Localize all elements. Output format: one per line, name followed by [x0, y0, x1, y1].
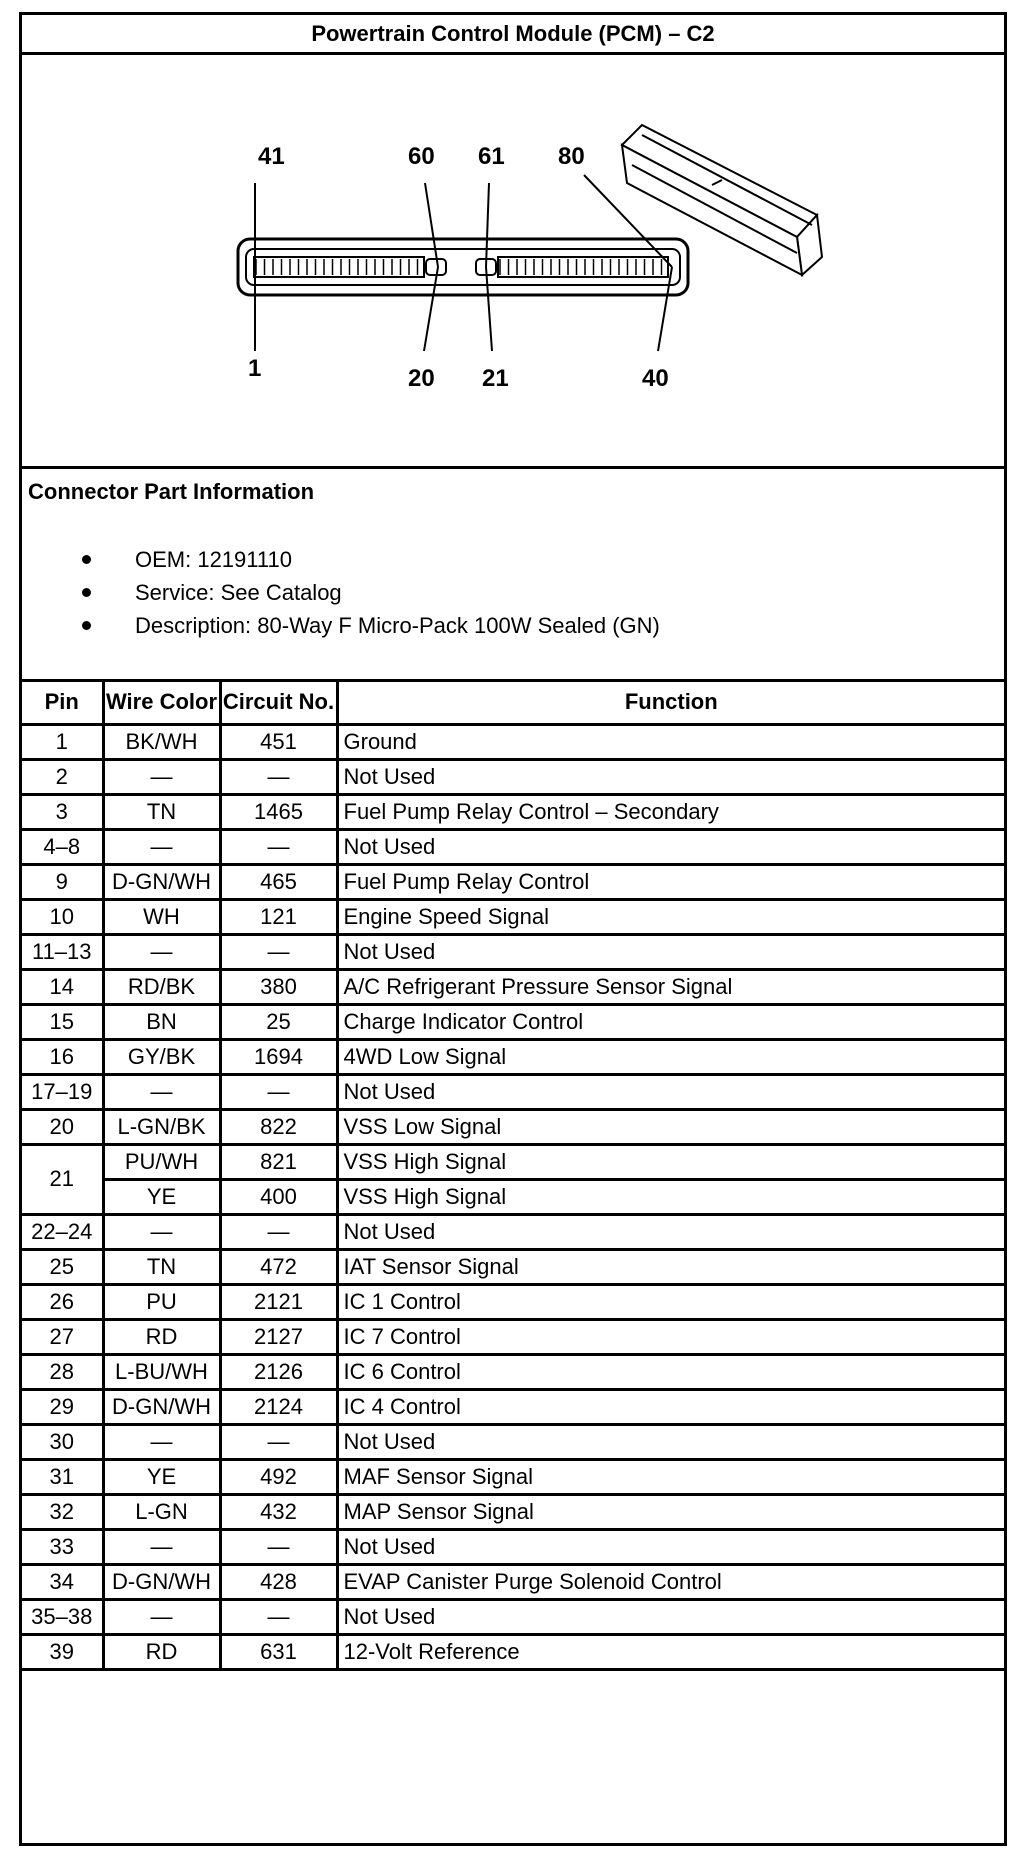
circuit-cell: —: [220, 934, 337, 969]
circuit-cell: —: [220, 759, 337, 794]
pin-label-21: 21: [482, 365, 509, 392]
table-row: [22, 1529, 1004, 1564]
function-cell: IC 1 Control: [337, 1284, 1004, 1319]
part-info-oem: OEM: 12191110: [28, 543, 1004, 576]
circuit-cell: 472: [220, 1249, 337, 1284]
pin-cell: 21: [22, 1144, 103, 1214]
circuit-cell: 25: [220, 1004, 337, 1039]
circuit-cell: 121: [220, 899, 337, 934]
pin-cell: 22–24: [22, 1214, 103, 1249]
circuit-cell: —: [220, 1214, 337, 1249]
table-row: [22, 1249, 1004, 1284]
wire-color-cell: D-GN/WH: [103, 1389, 220, 1424]
table-row: [22, 1319, 1004, 1354]
circuit-cell: 821: [220, 1144, 337, 1179]
circuit-cell: 400: [220, 1179, 337, 1214]
pin-label-60: 60: [408, 143, 435, 170]
circuit-cell: 428: [220, 1564, 337, 1599]
pin-cell: 33: [22, 1529, 103, 1564]
wire-color-cell: L-BU/WH: [103, 1354, 220, 1389]
pin-label-80: 80: [558, 143, 585, 170]
circuit-cell: 465: [220, 864, 337, 899]
function-cell: MAP Sensor Signal: [337, 1494, 1004, 1529]
pin-label-40: 40: [642, 365, 669, 392]
table-row: [22, 1109, 1004, 1144]
function-cell: Fuel Pump Relay Control – Secondary: [337, 794, 1004, 829]
pin-cell: 39: [22, 1634, 103, 1669]
pinout-table: [22, 682, 1004, 1671]
function-cell: Not Used: [337, 1529, 1004, 1564]
function-cell: VSS High Signal: [337, 1179, 1004, 1214]
pin-cell: 27: [22, 1319, 103, 1354]
table-row: [22, 1494, 1004, 1529]
part-info-service: Service: See Catalog: [28, 576, 1004, 609]
table-row: [22, 1284, 1004, 1319]
circuit-cell: 631: [220, 1634, 337, 1669]
circuit-cell: 2126: [220, 1354, 337, 1389]
pin-cell: 9: [22, 864, 103, 899]
function-cell: Ground: [337, 724, 1004, 759]
table-row: [22, 899, 1004, 934]
wire-color-cell: YE: [103, 1179, 220, 1214]
function-cell: Fuel Pump Relay Control: [337, 864, 1004, 899]
wire-color-cell: RD/BK: [103, 969, 220, 1004]
pin-cell: 26: [22, 1284, 103, 1319]
function-cell: EVAP Canister Purge Solenoid Control: [337, 1564, 1004, 1599]
table-row: [22, 1039, 1004, 1074]
function-cell: Not Used: [337, 1074, 1004, 1109]
bullet-icon: [82, 588, 91, 597]
function-cell: Not Used: [337, 1424, 1004, 1459]
pin-label-20: 20: [408, 365, 435, 392]
pin-cell: 10: [22, 899, 103, 934]
pin-cell: 31: [22, 1459, 103, 1494]
wire-color-cell: L-GN: [103, 1494, 220, 1529]
circuit-cell: 2121: [220, 1284, 337, 1319]
wire-color-cell: —: [103, 829, 220, 864]
function-cell: Engine Speed Signal: [337, 899, 1004, 934]
wire-color-cell: TN: [103, 1249, 220, 1284]
table-row: [22, 1634, 1004, 1669]
function-cell: VSS High Signal: [337, 1144, 1004, 1179]
table-row: [22, 1144, 1004, 1179]
table-row: [22, 1179, 1004, 1214]
table-row: [22, 1599, 1004, 1634]
part-info-heading: Connector Part Information: [28, 479, 315, 504]
wire-color-cell: —: [103, 1214, 220, 1249]
wire-color-cell: PU: [103, 1284, 220, 1319]
circuit-cell: —: [220, 1074, 337, 1109]
function-cell: Not Used: [337, 829, 1004, 864]
page-title: Powertrain Control Module (PCM) – C2: [22, 15, 1004, 55]
circuit-cell: —: [220, 1599, 337, 1634]
function-cell: 4WD Low Signal: [337, 1039, 1004, 1074]
circuit-cell: —: [220, 829, 337, 864]
wire-color-cell: L-GN/BK: [103, 1109, 220, 1144]
table-row: [22, 1564, 1004, 1599]
wire-color-cell: —: [103, 1074, 220, 1109]
function-cell: Not Used: [337, 1599, 1004, 1634]
function-cell: IC 4 Control: [337, 1389, 1004, 1424]
connector-part-info: [22, 469, 1004, 682]
bullet-icon: [82, 621, 91, 630]
wire-color-cell: —: [103, 934, 220, 969]
table-row: [22, 1214, 1004, 1249]
circuit-cell: 492: [220, 1459, 337, 1494]
wire-color-cell: BN: [103, 1004, 220, 1039]
pin-cell: 35–38: [22, 1599, 103, 1634]
table-header-row: [22, 682, 1004, 724]
function-cell: IC 6 Control: [337, 1354, 1004, 1389]
wire-color-cell: —: [103, 1529, 220, 1564]
wire-color-cell: YE: [103, 1459, 220, 1494]
header-pin: Pin: [22, 682, 103, 724]
pin-cell: 17–19: [22, 1074, 103, 1109]
pin-cell: 34: [22, 1564, 103, 1599]
wire-color-cell: TN: [103, 794, 220, 829]
header-circuit-no: Circuit No.: [220, 682, 337, 724]
circuit-cell: 451: [220, 724, 337, 759]
wire-color-cell: PU/WH: [103, 1144, 220, 1179]
bullet-icon: [82, 555, 91, 564]
wire-color-cell: RD: [103, 1319, 220, 1354]
function-cell: IC 7 Control: [337, 1319, 1004, 1354]
table-row: [22, 724, 1004, 759]
pin-cell: 2: [22, 759, 103, 794]
connector-illustration: [22, 55, 1004, 466]
pin-cell: 32: [22, 1494, 103, 1529]
pin-cell: 11–13: [22, 934, 103, 969]
pin-cell: 15: [22, 1004, 103, 1039]
circuit-cell: 432: [220, 1494, 337, 1529]
circuit-cell: 822: [220, 1109, 337, 1144]
wire-color-cell: RD: [103, 1634, 220, 1669]
table-row: [22, 829, 1004, 864]
table-row: [22, 1424, 1004, 1459]
circuit-cell: —: [220, 1424, 337, 1459]
table-row: [22, 864, 1004, 899]
function-cell: VSS Low Signal: [337, 1109, 1004, 1144]
wire-color-cell: —: [103, 1424, 220, 1459]
part-info-list: [28, 543, 1004, 642]
table-row: [22, 759, 1004, 794]
function-cell: Not Used: [337, 759, 1004, 794]
wire-color-cell: —: [103, 1599, 220, 1634]
part-info-description: Description: 80-Way F Micro-Pack 100W Sealed (GN): [28, 609, 1004, 642]
function-cell: MAF Sensor Signal: [337, 1459, 1004, 1494]
table-row: [22, 1004, 1004, 1039]
pin-label-1: 1: [248, 355, 262, 382]
connector-diagram: [22, 55, 1004, 469]
table-row: [22, 1459, 1004, 1494]
function-cell: A/C Refrigerant Pressure Sensor Signal: [337, 969, 1004, 1004]
function-cell: 12-Volt Reference: [337, 1634, 1004, 1669]
wire-color-cell: WH: [103, 899, 220, 934]
wire-color-cell: GY/BK: [103, 1039, 220, 1074]
pin-cell: 25: [22, 1249, 103, 1284]
table-row: [22, 969, 1004, 1004]
header-function: Function: [337, 682, 1004, 724]
pin-cell: 1: [22, 724, 103, 759]
function-cell: IAT Sensor Signal: [337, 1249, 1004, 1284]
pin-cell: 16: [22, 1039, 103, 1074]
pin-cell: 28: [22, 1354, 103, 1389]
wire-color-cell: D-GN/WH: [103, 864, 220, 899]
table-row: [22, 1074, 1004, 1109]
pin-cell: 30: [22, 1424, 103, 1459]
function-cell: Not Used: [337, 934, 1004, 969]
connector-sheet: [19, 12, 1007, 1846]
pin-label-61: 61: [478, 143, 505, 170]
pin-cell: 4–8: [22, 829, 103, 864]
table-row: [22, 1389, 1004, 1424]
pin-cell: 3: [22, 794, 103, 829]
circuit-cell: 2124: [220, 1389, 337, 1424]
wire-color-cell: BK/WH: [103, 724, 220, 759]
pin-cell: 29: [22, 1389, 103, 1424]
circuit-cell: 1465: [220, 794, 337, 829]
circuit-cell: 1694: [220, 1039, 337, 1074]
circuit-cell: 2127: [220, 1319, 337, 1354]
table-row: [22, 1354, 1004, 1389]
table-row: [22, 934, 1004, 969]
function-cell: Not Used: [337, 1214, 1004, 1249]
function-cell: Charge Indicator Control: [337, 1004, 1004, 1039]
circuit-cell: —: [220, 1529, 337, 1564]
pin-label-41: 41: [258, 143, 285, 170]
header-wire-color: Wire Color: [103, 682, 220, 724]
pin-cell: 20: [22, 1109, 103, 1144]
circuit-cell: 380: [220, 969, 337, 1004]
pin-cell: 14: [22, 969, 103, 1004]
table-row: [22, 794, 1004, 829]
wire-color-cell: D-GN/WH: [103, 1564, 220, 1599]
wire-color-cell: —: [103, 759, 220, 794]
